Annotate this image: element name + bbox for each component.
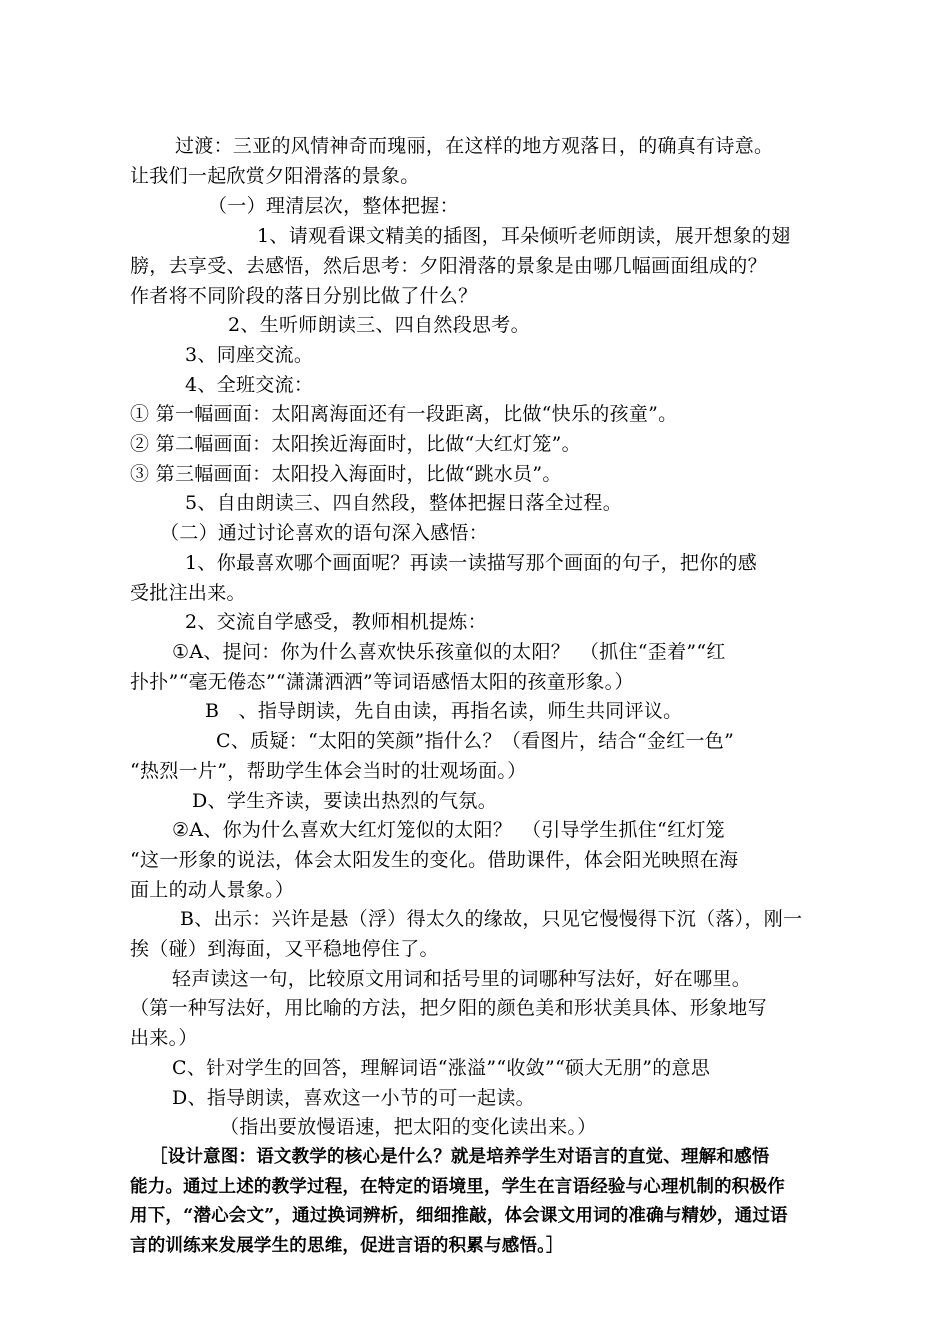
text-line: 受批注出来。 (130, 582, 246, 604)
text-line: 扑扑”“毫无倦态”“潇潇洒洒”等词语感悟太阳的孩童形象。） (130, 671, 634, 693)
section-heading: （一）理清层次，整体把握： (208, 195, 459, 217)
text-line: 挨（碰）到海面，又平稳地停住了。 (130, 938, 439, 960)
text-line: （指出要放慢语速，把太阳的变化读出来。） (220, 1116, 597, 1138)
text-line: ①A、提问：你为什么喜欢快乐孩童似的太阳？ （抓住“歪着”“红 (172, 641, 726, 663)
text-line: ② 第二幅画面：太阳挨近海面时，比做“大红灯笼”。 (130, 433, 581, 455)
text-line: 4、全班交流： (185, 374, 314, 396)
text-line: ③ 第三幅画面：太阳投入海面时，比做“跳水员”。 (130, 463, 562, 485)
text-line: C、针对学生的回答，理解词语“涨溢”“收敛”“硕大无朋”的意思 (172, 1057, 711, 1079)
text-line: 膀，去享受、去感悟，然后思考：夕阳滑落的景象是由哪几幅画面组成的？ (130, 255, 767, 277)
text-line: 1、你最喜欢哪个画面呢？再读一读描写那个画面的句子，把你的感 (185, 552, 758, 574)
text-line: ②A、你为什么喜欢大红灯笼似的太阳？ （引导学生抓住“红灯笼 (172, 819, 725, 841)
text-line: 3、同座交流。 (185, 344, 314, 366)
text-line: 作者将不同阶段的落日分别比做了什么？ (130, 285, 478, 307)
text-line: ① 第一幅画面：太阳离海面还有一段距离，比做“快乐的孩童”。 (130, 403, 678, 425)
design-intent-note: ［设计意图：语文教学的核心是什么？就是培养学生对语言的直觉、理解和感悟 (150, 1147, 770, 1167)
text-line: 5、自由朗读三、四自然段，整体把握日落全过程。 (185, 492, 622, 514)
text-line: C、质疑：“太阳的笑颜”指什么？（看图片，结合“金红一色” (216, 730, 735, 752)
text-line: B 、指导朗读，先自由读，再指名读，师生共同评议。 (205, 700, 683, 722)
text-line: 2、交流自学感受，教师相机提炼： (185, 611, 487, 633)
text-line: 2、生听师朗读三、四自然段思考。 (228, 314, 530, 336)
design-intent-note: 言的训练来发展学生的思维，促进言语的积累与感悟。］ (130, 1236, 564, 1256)
text-line: 让我们一起欣赏夕阳滑落的景象。 (130, 165, 420, 187)
section-heading: （二）通过讨论喜欢的语句深入感悟： (160, 522, 489, 544)
text-line: D、指导朗读，喜欢这一小节的可一起读。 (172, 1087, 535, 1109)
text-line: “热烈一片”，帮助学生体会当时的壮观场面。） (130, 760, 527, 782)
text-line: 1、请观看课文精美的插图，耳朵倾听老师朗读，展开想象的翅 (257, 225, 791, 247)
text-line: B、出示：兴许是悬（浮）得太久的缘故，只见它慢慢得下沉（落），刚一 (180, 908, 803, 930)
text-line: 出来。） (130, 1027, 198, 1049)
text-line: “这一形象的说法，体会太阳发生的变化。借助课件，体会阳光映照在海 (130, 849, 739, 871)
text-line: 过渡：三亚的风情神奇而瑰丽，在这样的地方观落日，的确真有诗意。 (175, 135, 774, 157)
design-intent-note: 用下，“潜心会文”，通过换词辨析，细细推敲，体会课文用词的准确与精妙，通过语 (130, 1206, 788, 1226)
text-line: 轻声读这一句，比较原文用词和括号里的词哪种写法好，好在哪里。 (172, 968, 752, 990)
text-line: 面上的动人景象。） (130, 879, 295, 901)
text-line: D、学生齐读，要读出热烈的气氛。 (192, 790, 498, 812)
design-intent-note: 能力。通过上述的教学过程，在特定的语境里，学生在言语经验与心理机制的积极作 (130, 1177, 785, 1197)
text-line: （第一种写法好，用比喻的方法，把夕阳的颜色美和形状美具体、形象地写 (130, 997, 767, 1019)
